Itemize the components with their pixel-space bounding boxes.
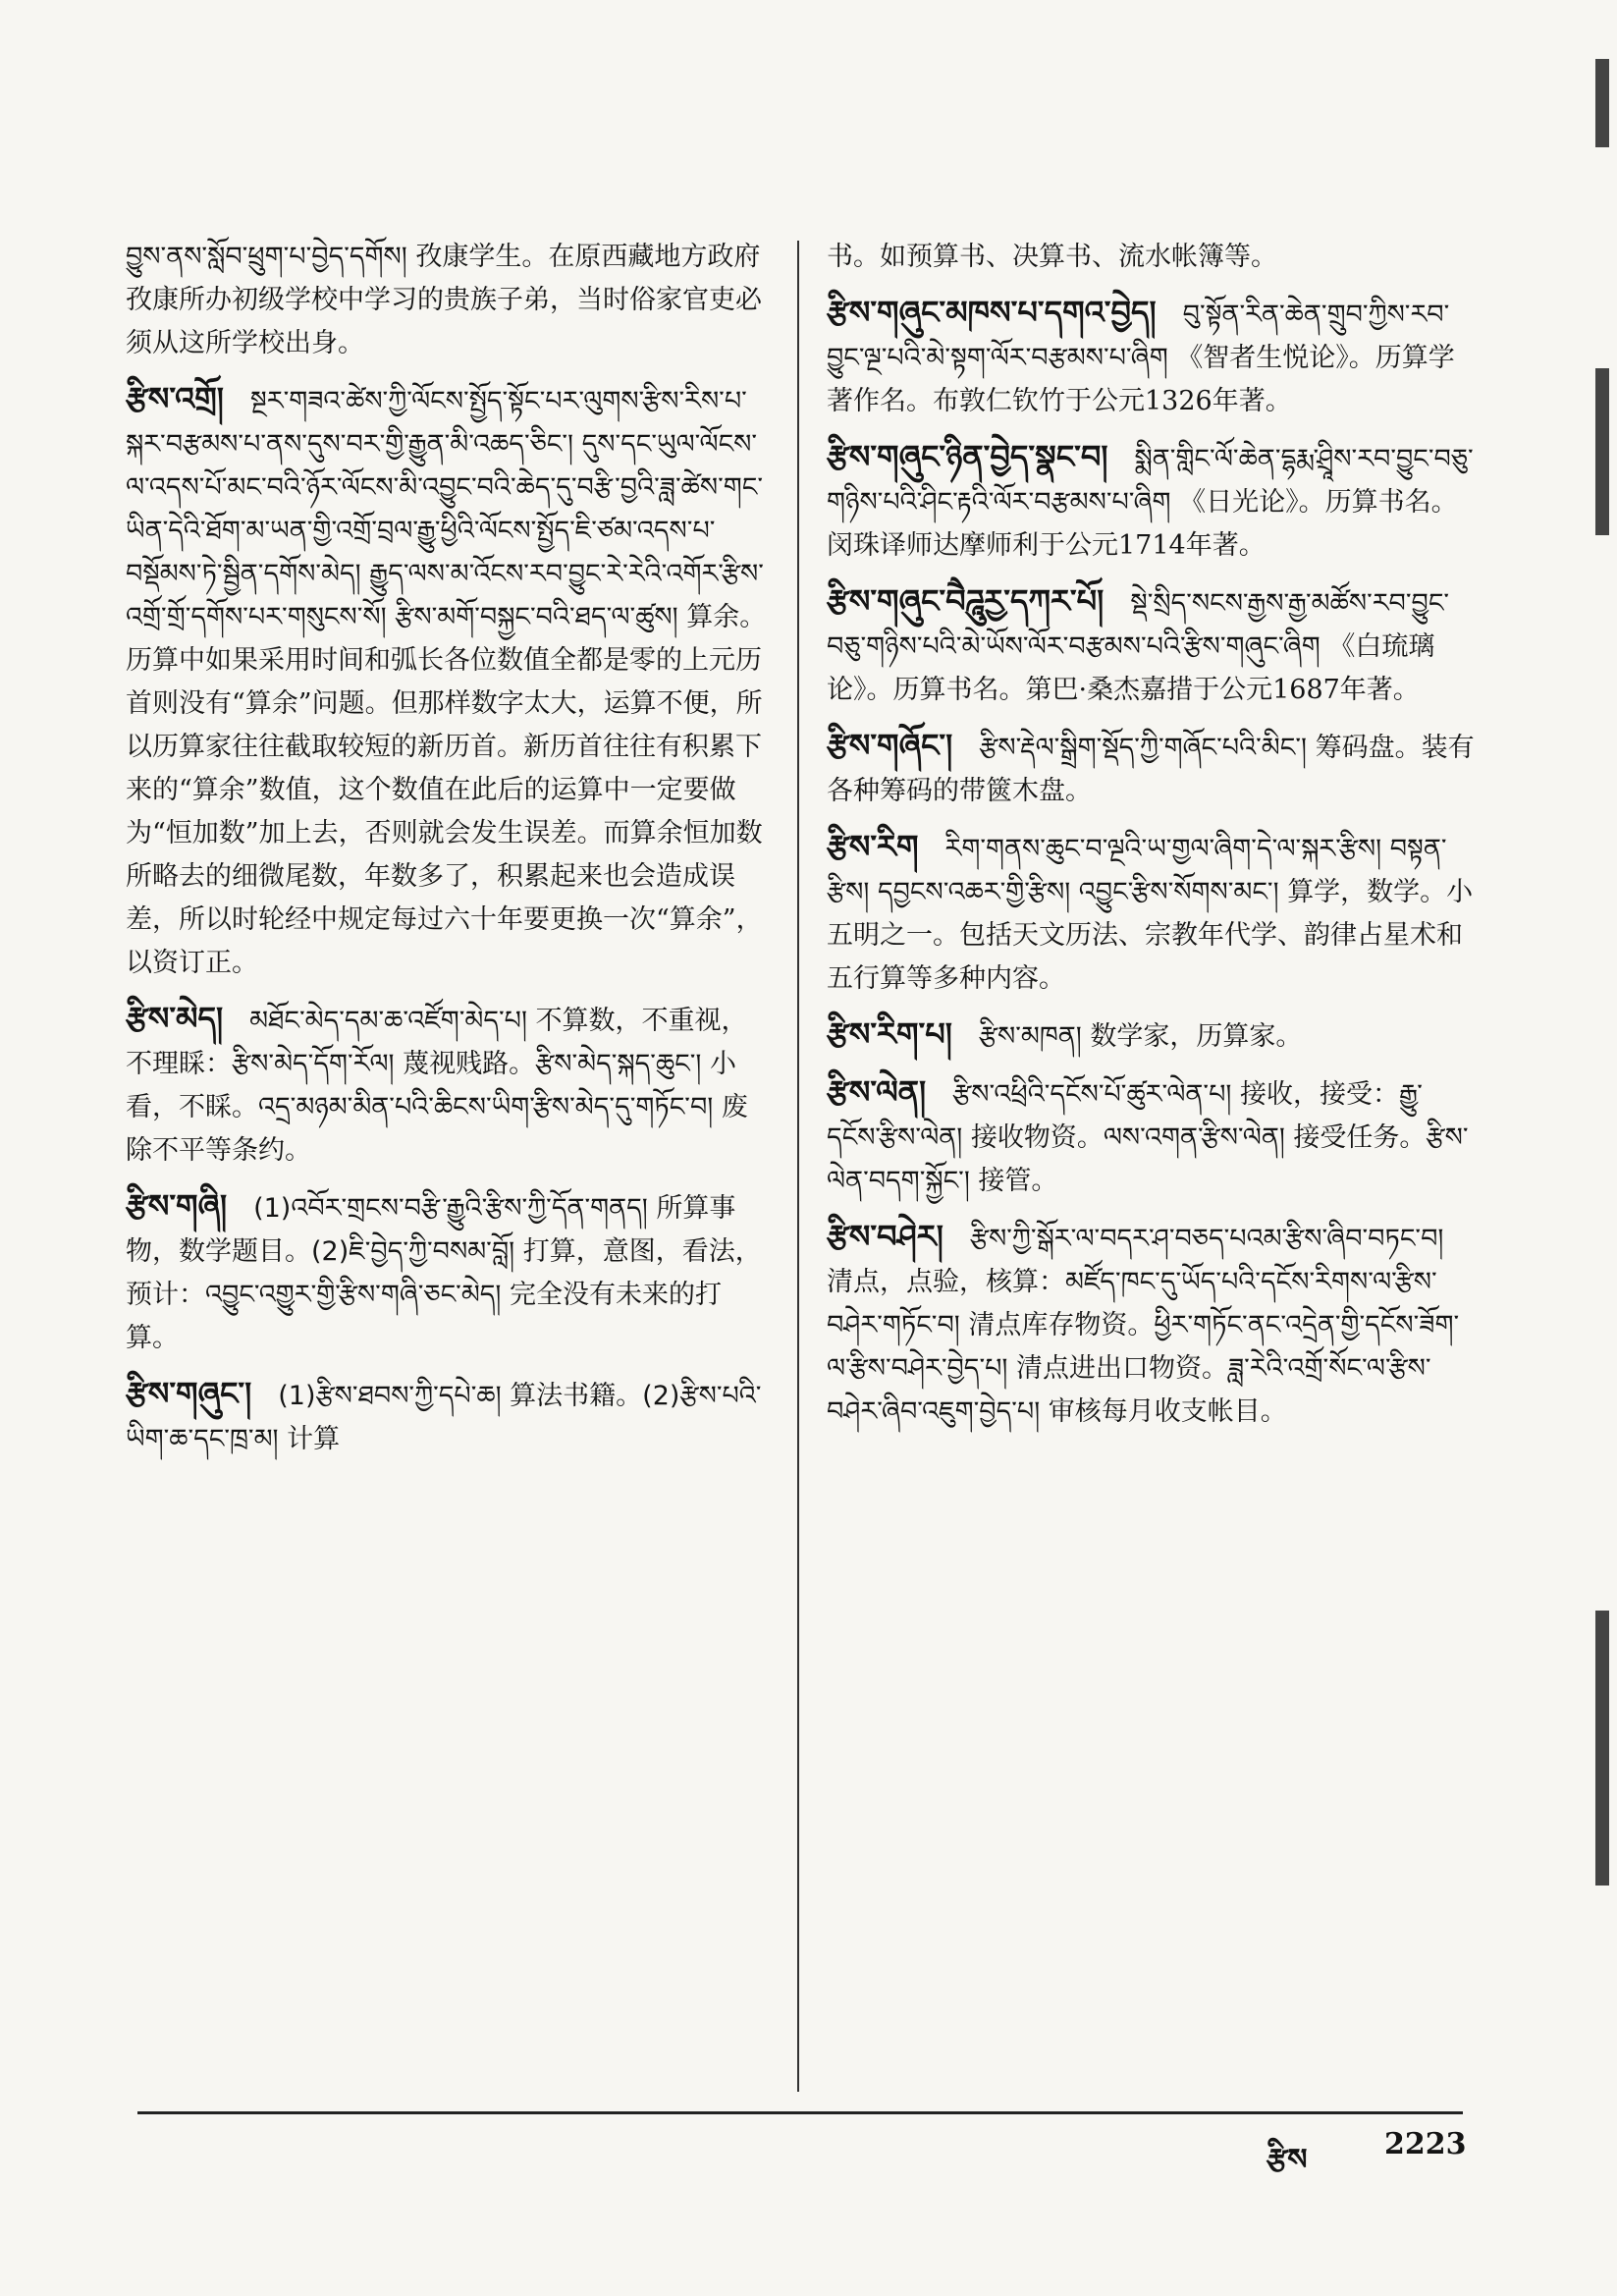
dictionary-entry <box>827 435 1475 568</box>
entry-tibetan-text: སྨིན་གླིང་ལོ་ཆེན་དྷརྨ་ཤྲཱིས་རབ་བྱུང་བཅུ་གཉིས་པའི་ཤིང་རྟའི་ལོར་བརྩམས་པ་ཞིག <box>827 444 1474 518</box>
entry-chinese-text: 筹码盘。装有各种筹码的带篋木盘。 <box>827 733 1475 806</box>
entry-tibetan-text: རྩིས་མཁན། <box>978 1021 1082 1052</box>
dictionary-entry <box>827 724 1475 813</box>
dictionary-entry <box>827 291 1475 423</box>
entry-chinese-text: 《日光论》。历算书名。闵珠译师达摩师利于公元1714年著。 <box>827 487 1458 561</box>
entry-chinese-text: 废除不平等条约。 <box>126 1092 748 1166</box>
entry-headword: རྩིས་གཞོང་། <box>827 727 953 764</box>
dictionary-entry <box>126 236 774 365</box>
entry-tibetan-text: (1)རྩིས་ཐབས་ཀྱི་དཔེ་ཆ། 算法书籍。(2)རྩིས་པའི་ཡིག་ཆ་དང་ཁྲ་མ། <box>126 1381 762 1454</box>
dictionary-entry <box>126 997 774 1173</box>
entry-chinese-text: 算余。历算中如果采用时间和弧长各位数值全都是零的上元历首则没有“算余”问题。但那样数字太大，运算不便，所以历算家往往截取较短的新历首。新历首往往有积累下来的“算余”数值，这个数值在此后的运算中一定要做为“恒加数”加上去，否则就会发生误差。而算余恒加数所略去的细微尾数，年数多了，积累起来也会造成误差，所以时轮经中规定每过六十年要更换一次“算余”，以资订正。 <box>126 602 767 978</box>
dictionary-entry <box>126 377 774 985</box>
entry-chinese-text: 算学，数学。小五明之一。包括天文历法、宗教年代学、韵律占星术和五行算等多种内容。 <box>827 877 1474 994</box>
dictionary-entry <box>827 1215 1475 1434</box>
entry-tibetan-text: སྔར་གཟའ་ཚེས་ཀྱི་ལོངས་སྤྱོད་སྟོང་པར་ལུགས་རྩིས་རིས་པ་སྐར་བརྩམས་པ་ནས་དུས་བར་གྱི་རྒྱུན་མི་འཆད་ཅིང་། དུས་དང་ཡུལ་ལོངས་ལ་འདས་པོ་མང་བའི་ཉོར་ལོངས་མི་འབྱུང་བའི་ཆེད་དུ་བརྩི་བྱའི་ཟླ་ཚེས་གང་ཡིན་དེའི་ཐོག་མ་ཡན་གྱི་འགྲོ་བྲལ་རྒྱུ་ཕྱིའི་ལོངས་སྤྱོད་ཇི་ཙམ་འདས་པ་བསྡོམས་ཏེ་སྦྱིན་དགོས་མེད། རྒྱུད་ལས་མ་འོངས་རབ་བྱུང་རེ་རེའི་འགོར་རྩིས་འགྲོ་གྲོ་དགོས་པར་གསུངས་སོ། རྩིས་མགོ་བསྐྱང་བའི་ཐད་ལ་ཚུས། <box>126 386 764 632</box>
entry-headword: རྩིས་གཞུང་བཻཌཱུརྱ་དཀར་པོ། <box>827 582 1105 620</box>
dictionary-entry <box>126 1372 774 1461</box>
scan-edge-mark <box>1595 59 1609 147</box>
entry-chinese-text: 接管。 <box>978 1166 1058 1196</box>
entry-headword: རྩིས་མེད། <box>126 1000 224 1037</box>
entry-headword: རྩིས་བཤེར། <box>827 1218 943 1255</box>
entry-headword: རྩིས་རིག <box>827 828 919 865</box>
entry-tibetan-text: མཐོང་མེད་དམ་ཆ་འཛོག་མེད་པ། 不算数，不重视，不理睬：རྩིས་མེད་དོག་རོལ། 蔑视贱路。རྩིས་མེད་སྐད་ཆུང་། 小看，不睬。འདྲ་མཉམ་མིན་པའི་ཆིངས་ཡིག་རྩིས་མེད་དུ་གཏོང་བ། <box>126 1006 748 1122</box>
entry-headword: རྩིས་རིག་པ། <box>827 1015 952 1053</box>
entry-tibetan-text: སྡེ་སྲིད་སངས་རྒྱས་རྒྱ་མཚོས་རབ་བྱུང་བཅུ་གཉིས་པའི་མེ་ཡོས་ལོར་བརྩམས་པའི་རྩིས་གཞུང་ཞིག <box>827 588 1450 662</box>
scan-edge-mark <box>1595 1611 1609 1886</box>
entry-chinese-text: 完全没有未来的打算。 <box>126 1280 723 1353</box>
entry-chinese-text: 书。如预算书、决算书、流水帐簿等。 <box>827 242 1277 272</box>
dictionary-entry <box>827 1012 1475 1059</box>
entry-headword: རྩིས་གཞི། <box>126 1187 228 1225</box>
entry-headword: རྩིས་ལེན། <box>827 1073 927 1111</box>
entry-headword: རྩིས་འགྲོ། <box>126 380 224 417</box>
entry-tibetan-text: བུ་སྟོན་རིན་ཆེན་གྲུབ་ཀྱིས་རབ་བྱུང་ལྔ་པའི་མེ་སྟག་ལོར་བརྩམས་པ་ཞིག <box>827 300 1450 373</box>
footer-rule <box>137 2111 1463 2114</box>
entry-chinese-text: 计算 <box>287 1424 341 1454</box>
entry-headword: རྩིས་གཞུང་། <box>126 1375 252 1412</box>
entry-tibetan-text: རྩིས་འཕྲིའི་དངོས་པོ་ཚུར་ལེན་པ། 接收，接受：རྒྱུ་དངོས་རྩིས་ལེན། 接收物资。ལས་འགན་རྩིས་ལེན། 接受任务。རྩིས་ལེན་བདག་སྐྱོང་། <box>827 1079 1469 1196</box>
left-column <box>126 236 774 1473</box>
entry-chinese-text: 数学家，历算家。 <box>1090 1021 1303 1052</box>
page-number: 2223 <box>1384 2127 1467 2161</box>
dictionary-entry <box>827 579 1475 712</box>
footer-word: རྩིས <box>1267 2143 1308 2177</box>
right-column <box>827 236 1475 1446</box>
entry-tibetan-text: བྱུས་ནས་སློབ་ཕྲུག་པ་བྱེད་དགོས། <box>126 242 407 272</box>
entry-chinese-text: 《智者生悦论》。历算学著作名。布敦仁钦竹于公元1326年著。 <box>827 343 1455 416</box>
entry-tibetan-text: རིག་གནས་ཆུང་བ་ལྔའི་ཡ་གྱལ་ཞིག་དེ་ལ་སྐར་རྩིས། བསྟན་རྩིས། དབྱངས་འཆར་གྱི་རྩིས། འབྱུང་རྩིས་སོགས་མང་། <box>827 834 1447 907</box>
entry-chinese-text: 《白琉璃论》。历算书名。第巴·桑杰嘉措于公元1687年著。 <box>827 631 1435 705</box>
scan-edge-mark <box>1595 368 1609 535</box>
dictionary-entry <box>827 1070 1475 1203</box>
entry-headword: རྩིས་གཞུང་མཁས་པ་དགའ་བྱེད། <box>827 294 1157 331</box>
entry-tibetan-text: རྩིས་རྡེལ་སྒྲིག་སྡོད་ཀྱི་གཞོང་པའི་མིང་། <box>979 733 1307 763</box>
entry-tibetan-text: རྩིས་ཀྱི་སྒོར་ལ་བདར་ཤ་བཅད་པའམ་རྩིས་ཞིབ་བཏང་བ། 清点，点验，核算：མཛོད་ཁང་དུ་ཡོད་པའི་དངོས་རིགས་ལ་རྩིས་བཤེར་གཏོང་བ། 清点库存物资。ཕྱིར་གཏོང་ནང་འདྲེན་གྱི་དངོས་ཟོག་ལ་རྩིས་བཤེར་བྱེད་པ། 清点进出口物资。ཟླ་རེའི་འགྲོ་སོང་ལ་རྩིས་བཤེར་ཞིབ་འཇུག་བྱེད་པ། <box>827 1224 1460 1427</box>
dictionary-entry <box>126 1184 774 1360</box>
entry-chinese-text: 孜康学生。在原西藏地方政府孜康所办初级学校中学习的贵族子弟，当时俗家官吏必须从这所学校出身。 <box>126 242 762 358</box>
entry-chinese-text: 审核每月收支帐目。 <box>1048 1396 1287 1427</box>
column-divider <box>797 241 799 2092</box>
dictionary-entry <box>827 825 1475 1001</box>
entry-headword: རྩིས་གཞུང་ཉིན་བྱེད་སྣང་བ། <box>827 438 1108 475</box>
dictionary-entry <box>827 236 1475 279</box>
entry-tibetan-text: (1)འབོར་གྲངས་བརྩི་རྒྱུའི་རྩིས་ཀྱི་དོན་གནད། 所算事物，数学题目。(2)ཇི་བྱེད་ཀྱི་བསམ་བློ། 打算，意图，看法，预计：འབྱུང་འགྱུར་གྱི་རྩིས་གཞི་ཅང་མེད། <box>126 1193 762 1310</box>
